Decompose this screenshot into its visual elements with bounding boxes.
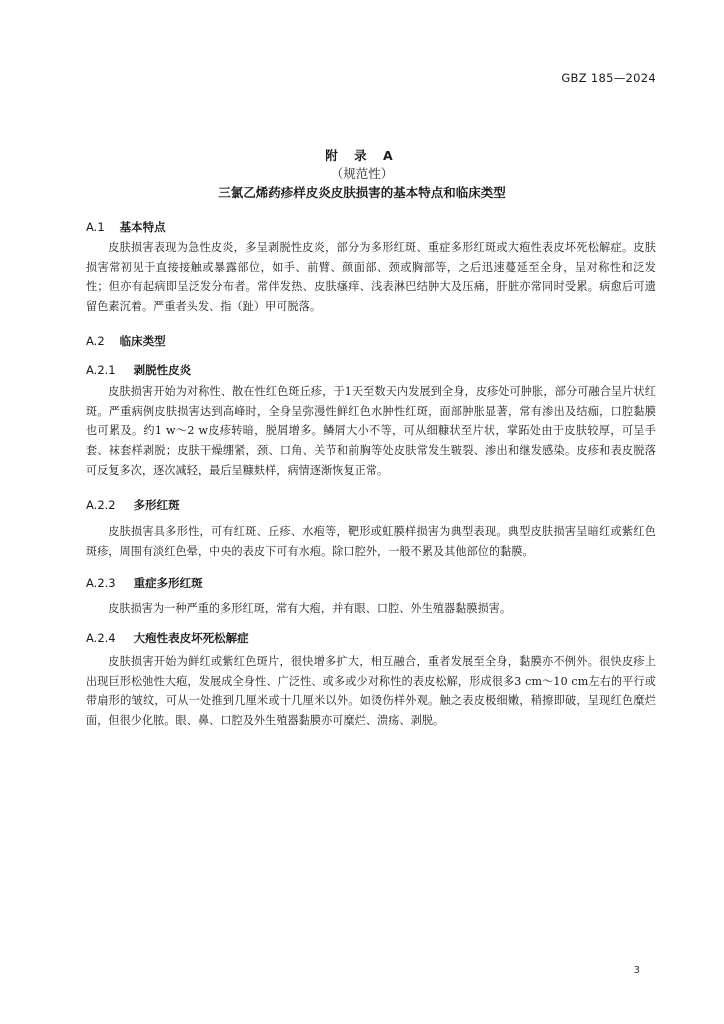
section-a23-heading — [86, 575, 203, 591]
section-title: 重症多形红斑 — [133, 576, 203, 590]
section-number: A.2.2 — [86, 498, 116, 512]
section-title: 临床类型 — [119, 334, 166, 348]
section-a21-paragraph: 皮肤损害开始为对称性、散在性红色斑丘疹，于1天至数天内发展到全身，皮疹处可肿胀，部分可融合呈片状红斑。严重病例皮肤损害达到高峰时，全身呈弥漫性鲜红色水肿性红斑，面部肿胀显著，常有渗出及结痂，口腔黏膜也可累及。约1 w～2 w皮疹转暗，脱屑增多。鳞屑大小不等，可从细糠状至片状，掌跖处由于皮肤较厚，可呈手套、袜套样剥脱；皮肤干燥绷紧，颈、口角、关节和前胸等处皮肤常发生皲裂、渗出和继发感染。皮疹和表皮脱落可反复多次，逐次减轻，最后呈糠麸样，病情逐渐恢复正常。 — [86, 385, 656, 477]
section-number: A.2.4 — [86, 631, 116, 645]
page-number: 3 — [633, 965, 640, 976]
section-number: A.2.1 — [86, 363, 116, 377]
section-a1-heading — [86, 219, 166, 235]
section-a22-heading — [86, 497, 180, 513]
section-title: 剥脱性皮炎 — [133, 363, 192, 377]
section-title: 基本特点 — [119, 220, 166, 234]
standard-code: GBZ 185—2024 — [561, 71, 656, 85]
annex-normative-tag: （规范性） — [330, 166, 394, 181]
section-title: 多形红斑 — [133, 498, 180, 512]
section-a2-heading — [86, 333, 166, 349]
section-a21-heading — [86, 362, 191, 378]
section-number: A.2.3 — [86, 576, 116, 590]
section-number: A.1 — [86, 220, 105, 234]
annex-label: 附 录 A — [325, 148, 399, 163]
section-a23-paragraph: 皮肤损害为一种严重的多形红斑，常有大疱，并有眼、口腔、外生殖器黏膜损害。 — [108, 602, 512, 615]
section-a1-paragraph: 皮肤损害表现为急性皮炎，多呈剥脱性皮炎，部分为多形红斑、重症多形红斑或大疱性表皮坏死松解症。皮肤损害常初见于直接接触或暴露部位，如手、前臂、颜面部、颈或胸部等，之后迅速蔓延至全身，呈对称性和泛发性；但亦有起病即呈泛发分布者。常伴发热、皮肤瘙痒、浅表淋巴结肿大及压痛，肝脏亦常同时受累。病愈后可遗留色素沉着。严重者头发、指（趾）甲可脱落。 — [86, 241, 656, 314]
section-a24-paragraph: 皮肤损害开始为鲜红或紫红色斑片，很快增多扩大，相互融合，重者发展至全身，黏膜亦不例外。很快皮疹上出现巨形松弛性大疱，发展成全身性、广泛性、或多或少对称性的表皮松解，形成很多3 cm～10 cm左右的平行或带扇形的皱纹，可从一处推到几厘米或十几厘米以外。如烫伤样外观。触之表皮极细嫩，稍擦即破，呈现红色糜烂面，但很少化脓。眼、鼻、口腔及外生殖器黏膜亦可糜烂、溃疡、剥脱。 — [86, 655, 656, 728]
section-a22-paragraph: 皮肤损害具多形性，可有红斑、丘疹、水疱等，靶形或虹膜样损害为典型表现。典型皮肤损害呈暗红或紫红色斑疹，周围有淡红色晕，中央的表皮下可有水疱。除口腔外，一般不累及其他部位的黏膜。 — [86, 525, 656, 558]
section-a24-heading — [86, 630, 249, 646]
section-number: A.2 — [86, 334, 105, 348]
section-title: 大疱性表皮坏死松解症 — [133, 631, 249, 645]
annex-title: 三氯乙烯药疹样皮炎皮肤损害的基本特点和临床类型 — [218, 185, 506, 200]
